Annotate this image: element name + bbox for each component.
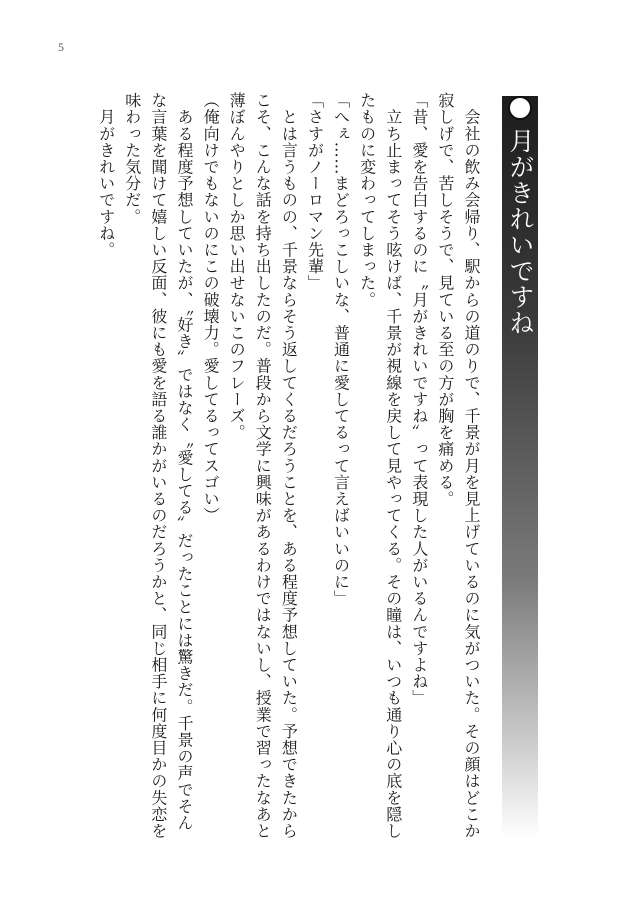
chapter-bullet-icon xyxy=(508,96,532,120)
paragraph: 会社の飲み会帰り、駅からの道のりで、千景が月を見上げているのに気がついた。その顔はどこか寂しげで、苦しそうで、見ている至の方が胸を痛める。 xyxy=(435,92,481,839)
paragraph: （俺向けでもないのにこの破壊力。愛してるってスゴい） xyxy=(201,92,221,524)
paragraph: 「昔、愛を告白するのに〝月がきれいですね〟って表現した人がいるんですよね」 xyxy=(409,92,429,707)
body-text xyxy=(66,92,484,844)
chapter-title: 月がきれいですね xyxy=(506,128,535,336)
paragraph: 月がきれいですね。 xyxy=(96,92,116,258)
paragraph: ある程度予想していたが、〝好き〟ではなく〝愛してる〟だったことには驚きだ。千景の声でそんな言葉を聞けて嬉しい反面、彼にも愛を語る誰かがいるのだろうかと、同じ相手に何度目かの失恋を味わった気分だ。 xyxy=(122,92,194,839)
paragraph: 立ち止まってそう呟けば、千景が視線を戻して見やってくる。その瞳は、いつも通り心の底を隠したものに変わってしまった。 xyxy=(357,92,403,839)
paragraph: 「へぇ……まどろっこしいな、普通に愛してるって言えばいいのに」 xyxy=(331,92,351,607)
paragraph: 「さすがノーロマン先輩」 xyxy=(305,92,325,292)
page-number: 5 xyxy=(58,40,64,54)
paragraph: とは言うものの、千景ならそう返してくるだろうことを、ある程度予想していた。予想できたからこそ、こんな話を持ち出したのだ。普段から文学に興味があるわけではないし、授業で習ったなあと薄ぼんやりとしか思い出せないこのフレーズ。 xyxy=(227,92,299,839)
